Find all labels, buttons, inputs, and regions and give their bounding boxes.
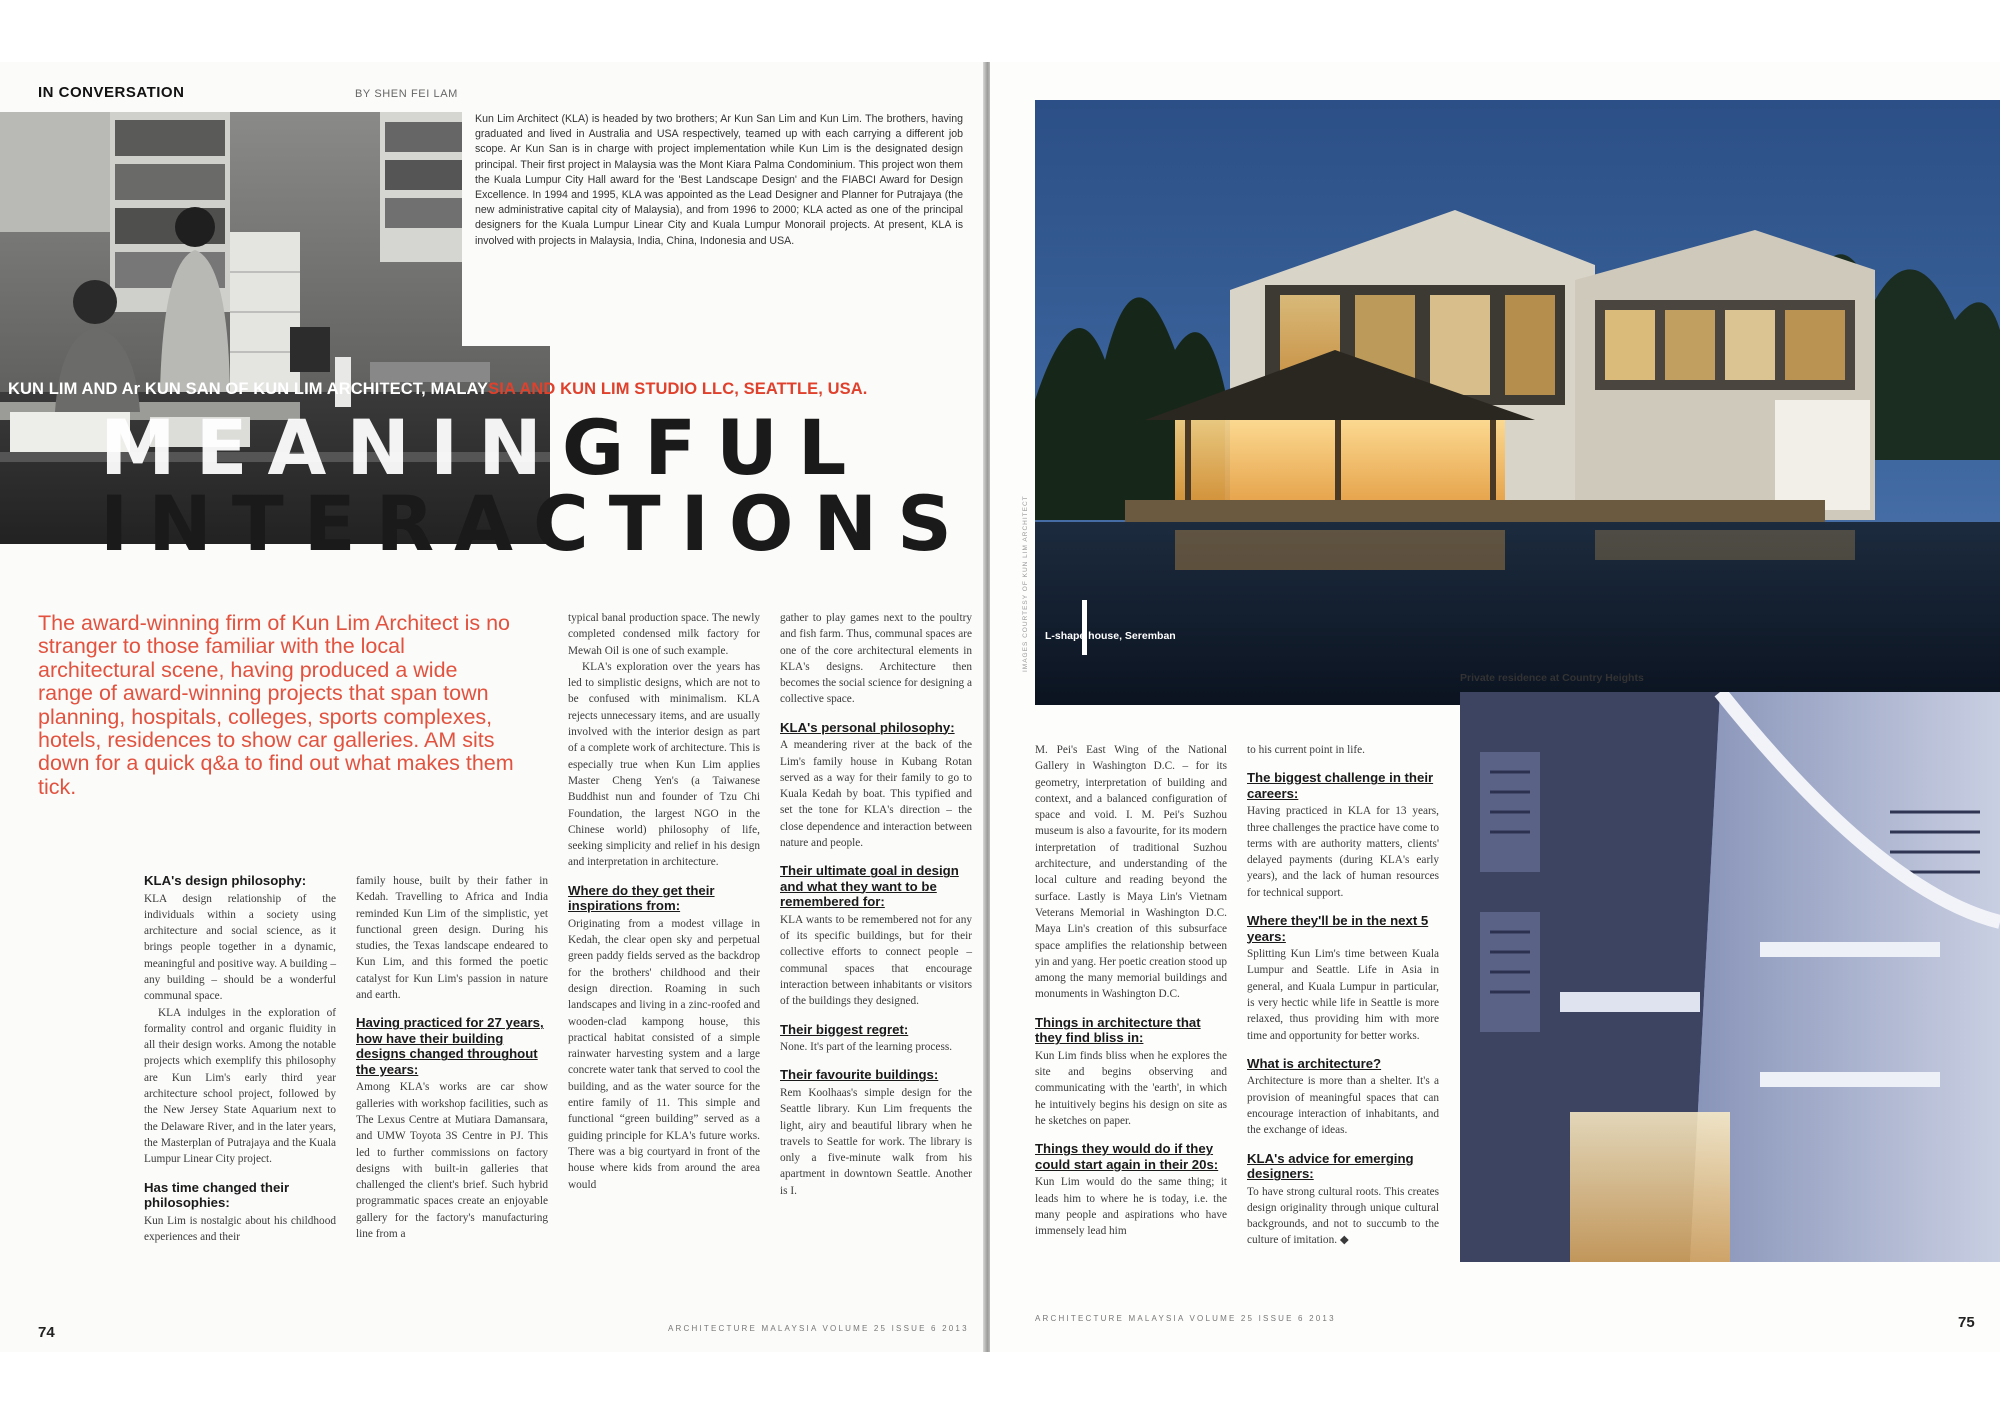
paragraph: Splitting Kun Lim's time between Kuala Lumpur and Seattle. Life in Asia in general, and Kuala Lumpur in particular, is very hectic while life in Seattle is more relaxed, thus providing him with more time and opportunity for better works. — [1247, 948, 1439, 1042]
paragraph: None. It's part of the learning process. — [780, 1041, 953, 1054]
column-4 — [780, 610, 972, 1199]
heading-find-bliss: Things in architecture that they find bliss in: — [1035, 1014, 1201, 1046]
photo2-caption: Private residence at Country Heights — [1460, 672, 1644, 684]
left-page — [0, 62, 985, 1352]
paragraph: M. Pei's East Wing of the National Gallery in Washington D.C. – for its geometry, interpretation of building and context, and a balanced configuration of space and void. I. M. Pei's Suzhou museum is also a favourite, for its modern interpretation of traditional Suzhou architecture, and understanding of the local culture and reading beyond the surface. Lastly is Maya Lin's Vietnam Veterans Memorial in Washington D.C. Maya Lin's creation of this subsurface space amplifies the relationship between yin and yang. Her poetic creation stood up among the many memorial buildings and monuments in Washington D.C. — [1035, 744, 1227, 1001]
paragraph: Kun Lim finds bliss when he explores the site and begins observing and communicating with the 'earth', in which he intuitively begins his design on site as he sketches on paper. — [1035, 1049, 1227, 1127]
right-page — [990, 62, 2000, 1352]
heading-inspirations: Where do they get their inspirations from: — [568, 882, 715, 914]
subtitle-line — [8, 380, 867, 399]
heading-start-again: Things they would do if they could start again in their 20s: — [1035, 1141, 1219, 1172]
paragraph: Architecture is more than a shelter. It's a provision of meaningful spaces that can encourage interaction of inhabitants, and the exchange of ideas. — [1247, 1075, 1439, 1137]
paragraph: KLA indulges in the exploration of formality control and organic fluidity in all their design works. Among the notable projects which exemplify this philosophy are Kun Lim's early third year architecture school project, followed by the New Jersey State Aquarium next to the Delaware River, and in the later years, the Masterplan of Putrajaya and the Kuala Lumpur Linear City project. — [144, 1006, 336, 1166]
paragraph: KLA's exploration over the years has led to simplistic designs, which are not to be confused with minimalism. KLA rejects unnecessary items, and are usually involved with the interior design as part of a complete work of architecture. This is especially true when Kun Lim applies Master Cheng Yen's (a Taiwanese Buddhist nun and founder of Tzu Chi Foundation, the largest NGO in the Chinese world) philosophy of life, seeking simplicity and relief in his design and interpretation in architecture. — [568, 660, 760, 869]
headline-line2: INTERACTIONS — [100, 479, 972, 568]
photo-credit: IMAGES COURTESY OF KUN LIM ARCHITECT — [1022, 495, 1029, 672]
heading-practiced-27-years: Having practiced for 27 years, how have their building designs changed throughout the years: — [356, 1015, 544, 1077]
paragraph: Originating from a modest village in Kedah, the clear open sky and perpetual green paddy fields served as the backdrop for the brothers' childhood and their design direction. Roaming in such landscapes and living in a zinc-roofed and wooden-clad kampong house, this practical habitat consisted of a simple rainwater harvesting system and a large concrete water tank that served to cool the building, and as the water source for the entire family of 11. This simple and functional “green building” served as a guiding principle for KLA's future works. There was a big courtyard in front of the house where kids from around the area would — [568, 917, 760, 1191]
paragraph: Kun Lim would do the same thing; it leads him to where he is today, i.e. the many people and aspirations who have immensely lead him — [1035, 1176, 1227, 1238]
heading-personal-philosophy: KLA's personal philosophy: — [780, 719, 955, 735]
headline-line1 — [100, 403, 867, 492]
heading-design-philosophy: KLA's design philosophy: — [144, 873, 307, 888]
page-number: 74 — [38, 1324, 55, 1341]
paragraph: Among KLA's works are car show galleries with workshop facilities, such as The Lexus Centre at Mutiara Damansara, and UMW Toyota 3S Centre in PJ. This led to further commissions on factory designs with built-in galleries that challenged the client's brief. Such hybrid programmatic spaces create an enjoyable gallery for the factory's manufacturing line from a — [356, 1081, 548, 1241]
paragraph: KLA design relationship of the individuals within a society using architecture and social science, as it brings people together in a dynamic, meaningful and positive way. A building – any building – should be a wonderful communal space. — [144, 892, 336, 1003]
column-5 — [1035, 742, 1227, 1239]
page-number: 75 — [1958, 1314, 1975, 1331]
paragraph: Rem Koolhaas's simple design for the Seattle library. Kun Lim frequents the light, airy and beautiful library when he travels to Seattle for work. The library is only a five-minute walk from his apartment in downtown Seattle. Another is I. — [780, 1086, 972, 1197]
heading-advice: KLA's advice for emerging designers: — [1247, 1150, 1414, 1182]
subtitle-part2: SIA AND KUN LIM STUDIO LLC, SEATTLE, USA. — [488, 380, 868, 398]
byline: BY SHEN FEI LAM — [355, 88, 458, 100]
column-6 — [1247, 742, 1439, 1249]
paragraph: to his current point in life. — [1247, 744, 1365, 756]
footer-text: ARCHITECTURE MALAYSIA VOLUME 25 ISSUE 6 2013 — [668, 1324, 969, 1333]
paragraph: typical banal production space. The newly completed condensed milk factory for Mewah Oil is one of such example. — [568, 612, 760, 657]
column-2 — [356, 873, 548, 1242]
residence-photo — [1460, 692, 2000, 1262]
photo1-caption: L-shape house, Seremban — [1045, 630, 1176, 642]
text-fade — [0, 1270, 985, 1320]
section-label: IN CONVERSATION — [38, 84, 185, 101]
heading-biggest-regret: Their biggest regret: — [780, 1021, 909, 1037]
heading-ultimate-goal: Their ultimate goal in design and what they want to be remembered for: — [780, 863, 959, 910]
heading-biggest-challenge: The biggest challenge in their careers: — [1247, 770, 1434, 801]
paragraph: KLA wants to be remembered not for any of its specific buildings, but for their collective efforts to connect people – communal spaces that encourage interaction between inhabitants or visitors of the buildings they designed. — [780, 913, 972, 1008]
column-1 — [144, 873, 336, 1245]
heading-next-5-years: Where they'll be in the next 5 years: — [1247, 913, 1429, 944]
footer-text: ARCHITECTURE MALAYSIA VOLUME 25 ISSUE 6 2013 — [1035, 1314, 1336, 1323]
text-fade — [990, 1262, 1460, 1312]
subtitle-part1: KUN LIM AND Ar KUN SAN OF KUN LIM ARCHITECT, MALAY — [8, 380, 489, 398]
paragraph: A meandering river at the back of the Lim's family house in Kubang Rotan served as a way for their family to go to Kuala Kedah by boat. This typified and set the tone for KLA's direction – the close dependence and interaction between nature and people. — [780, 739, 972, 850]
paragraph: Kun Lim is nostalgic about his childhood experiences and their — [144, 1214, 336, 1243]
heading-what-is-architecture: What is architecture? — [1247, 1055, 1382, 1071]
intro-text: Kun Lim Architect (KLA) is headed by two brothers; Ar Kun San Lim and Kun Lim. The brothers, having graduated and lived in Australia and USA respectively, teamed up with each carrying a different job scope. Ar Kun San is in charge with project implementation while Kun Lim is the designated design principal. Their first project in Malaysia was the Mont Kiara Palma Condominium. This project won them the Kuala Lumpur City Hall award for the 'Best Landscape Design' and the FIABCI Award for Design Excellence. In 1994 and 1995, KLA was appointed as the Lead Designer and Planner for Putrajaya (the new administrative capital city of Malaysia), and from 1996 to 2000; KLA acted as one of the principal designers for the Kuala Lumpur Linear City and Kuala Lumpur Monorail projects. At present, KLA is involved with projects in Malaysia, India, China, Indonesia and USA. — [475, 113, 963, 247]
night-house-photo — [1035, 100, 2000, 705]
caption-bar — [1082, 600, 1087, 655]
heading-favourite-buildings: Their favourite buildings: — [780, 1067, 939, 1083]
paragraph: gather to play games next to the poultry and fish farm. Thus, communal spaces are one of the core architectural elements in KLA's designs. Architecture then becomes the social science for designing a collective space. — [780, 612, 972, 706]
lead-paragraph: The award-winning firm of Kun Lim Architect is no stranger to those familiar with the local architectural scene, having produced a wide range of award-winning projects that span town planning, hospitals, colleges, sports complexes, hotels, residences to show car galleries. AM sits down for a quick q&a to find out what makes them tick. — [38, 611, 514, 799]
paragraph: Having practiced in KLA for 13 years, three challenges the practice have come to terms with are authority matters, clients' delayed payments (during KLA's early years), and the lack of human resources for technical support. — [1247, 805, 1439, 899]
paragraph: To have strong cultural roots. This creates design originality through unique cultural backgrounds, and not to succumb to the culture of imitation. ◆ — [1247, 1185, 1439, 1247]
heading-time-changed: Has time changed their philosophies: — [144, 1179, 290, 1211]
column-3 — [568, 610, 760, 1193]
paragraph: family house, built by their father in Kedah. Travelling to Africa and India reminded Kun Lim of the simplistic, yet functional green design. During his studies, the Texas landscape endeared to Kun Lim, and this formed the poetic catalyst for Kun Lim's passion in nature and earth. — [356, 875, 548, 1002]
headline-line1-dark: GFUL — [561, 403, 867, 492]
headline-line1-overlay: MEANIN — [100, 403, 562, 492]
